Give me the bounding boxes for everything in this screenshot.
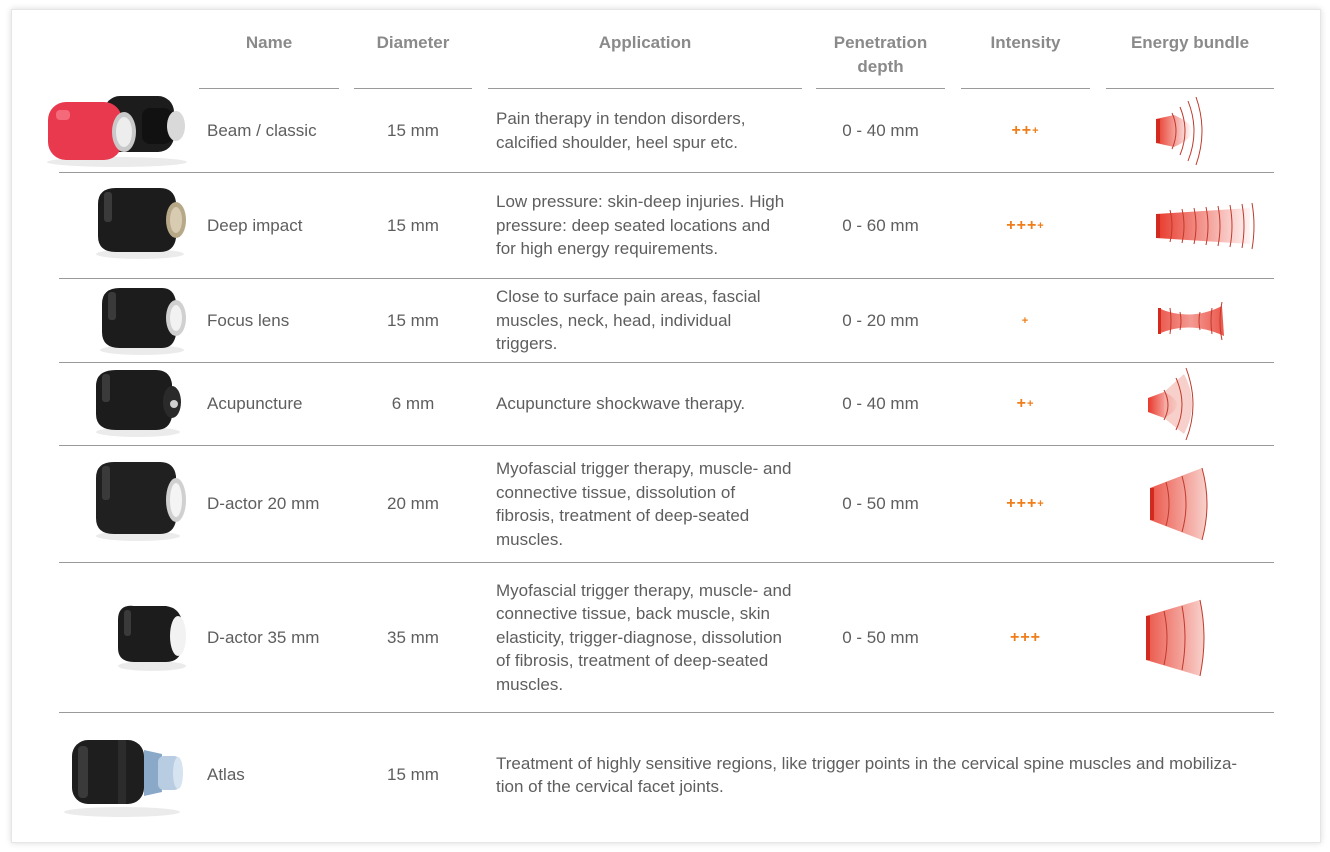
row-intensity: + (1021, 314, 1030, 327)
row-intensity: +++ + (1006, 495, 1045, 512)
row-name: Beam / classic (207, 120, 317, 140)
energy-deep-icon (1150, 198, 1260, 254)
row-name: D-actor 35 mm (207, 627, 320, 647)
header-intensity: Intensity (990, 33, 1061, 52)
intensity-main: +++ (1006, 495, 1038, 512)
intensity-main: +++ (1006, 216, 1038, 234)
row-depth: 0 - 60 mm (842, 215, 919, 235)
row-application: Myofascial trigger therapy, muscle- and connective tissue, back muscle, skin elasticity, trigger-diagnose, dissolution of fibrosis, treatment of deep-seated muscles. (496, 580, 792, 694)
header-penetration-line1: Penetration (833, 33, 928, 52)
energy-focus-icon (1152, 296, 1232, 346)
energy-dactor35-icon (1142, 596, 1208, 680)
row-application: Treatment of highly sensitive regions, like trigger points in the cervical spine muscles and mobiliza- tion of the cervical facet joints. (496, 753, 1238, 796)
energy-classic-icon (1150, 95, 1220, 167)
row-application: Acupuncture shockwave therapy. (496, 394, 746, 414)
applicator-focus-lens-icon (92, 282, 192, 358)
row-diameter: 15 mm (387, 120, 439, 140)
applicator-dactor35-icon (112, 598, 192, 674)
row-intensity (961, 563, 1090, 712)
row-name: Acupuncture (207, 394, 303, 414)
intensity-main: + (1016, 395, 1027, 412)
row-depth: 0 - 20 mm (842, 310, 919, 330)
row-diameter: 15 mm (387, 765, 439, 785)
row-depth: 0 - 40 mm (842, 120, 919, 140)
header-penetration (816, 31, 945, 79)
header-energy: Energy bundle (1130, 33, 1250, 52)
row-name: Focus lens (207, 310, 290, 330)
energy-acupuncture-icon (1144, 366, 1200, 442)
row-depth: 0 - 50 mm (842, 494, 919, 514)
row-intensity: +++ + (1006, 216, 1045, 234)
header-penetration-line2: depth (857, 57, 904, 76)
row-intensity: + + (1016, 395, 1035, 412)
row-name: Atlas (207, 765, 245, 785)
row-depth: 0 - 40 mm (842, 394, 919, 414)
intensity-main: ++ (1011, 121, 1033, 139)
row-intensity: ++ + (1011, 121, 1040, 139)
header-rule-energy (1106, 88, 1274, 89)
row-name: D-actor 20 mm (207, 494, 320, 514)
energy-dactor20-icon (1146, 464, 1210, 544)
row-application: Pain therapy in tendon disorders, calcified shoulder, heel spur etc. (496, 109, 746, 152)
row-diameter: 6 mm (391, 394, 435, 414)
row-diameter: 20 mm (387, 494, 439, 514)
header-name: Name (245, 33, 293, 52)
row-application: Low pressure: skin-deep injuries. High pressure: deep seated locations and for high energy requirements. (496, 192, 785, 259)
row-name: Deep impact (207, 215, 303, 235)
row-diameter: 15 mm (387, 215, 439, 235)
row-application: Myofascial trigger therapy, muscle- and connective tissue, dissolution of fibrosis, treatment of deep-seated muscles. (496, 459, 792, 549)
header-diameter: Diameter (376, 33, 450, 52)
applicator-atlas-icon (58, 730, 188, 820)
applicator-deep-impact-icon (90, 182, 190, 262)
row-application: Close to surface pain areas, fascial muscles, neck, head, individual triggers. (496, 287, 761, 354)
row-diameter: 35 mm (387, 627, 439, 647)
intensity-main: +++ (1009, 628, 1042, 646)
applicator-dactor20-icon (88, 458, 188, 544)
row-depth: 0 - 50 mm (842, 627, 919, 647)
applicator-acupuncture-icon (88, 364, 188, 440)
header-application: Application (598, 33, 692, 52)
applicator-classic-icon (42, 90, 192, 170)
row-diameter: 15 mm (387, 310, 439, 330)
